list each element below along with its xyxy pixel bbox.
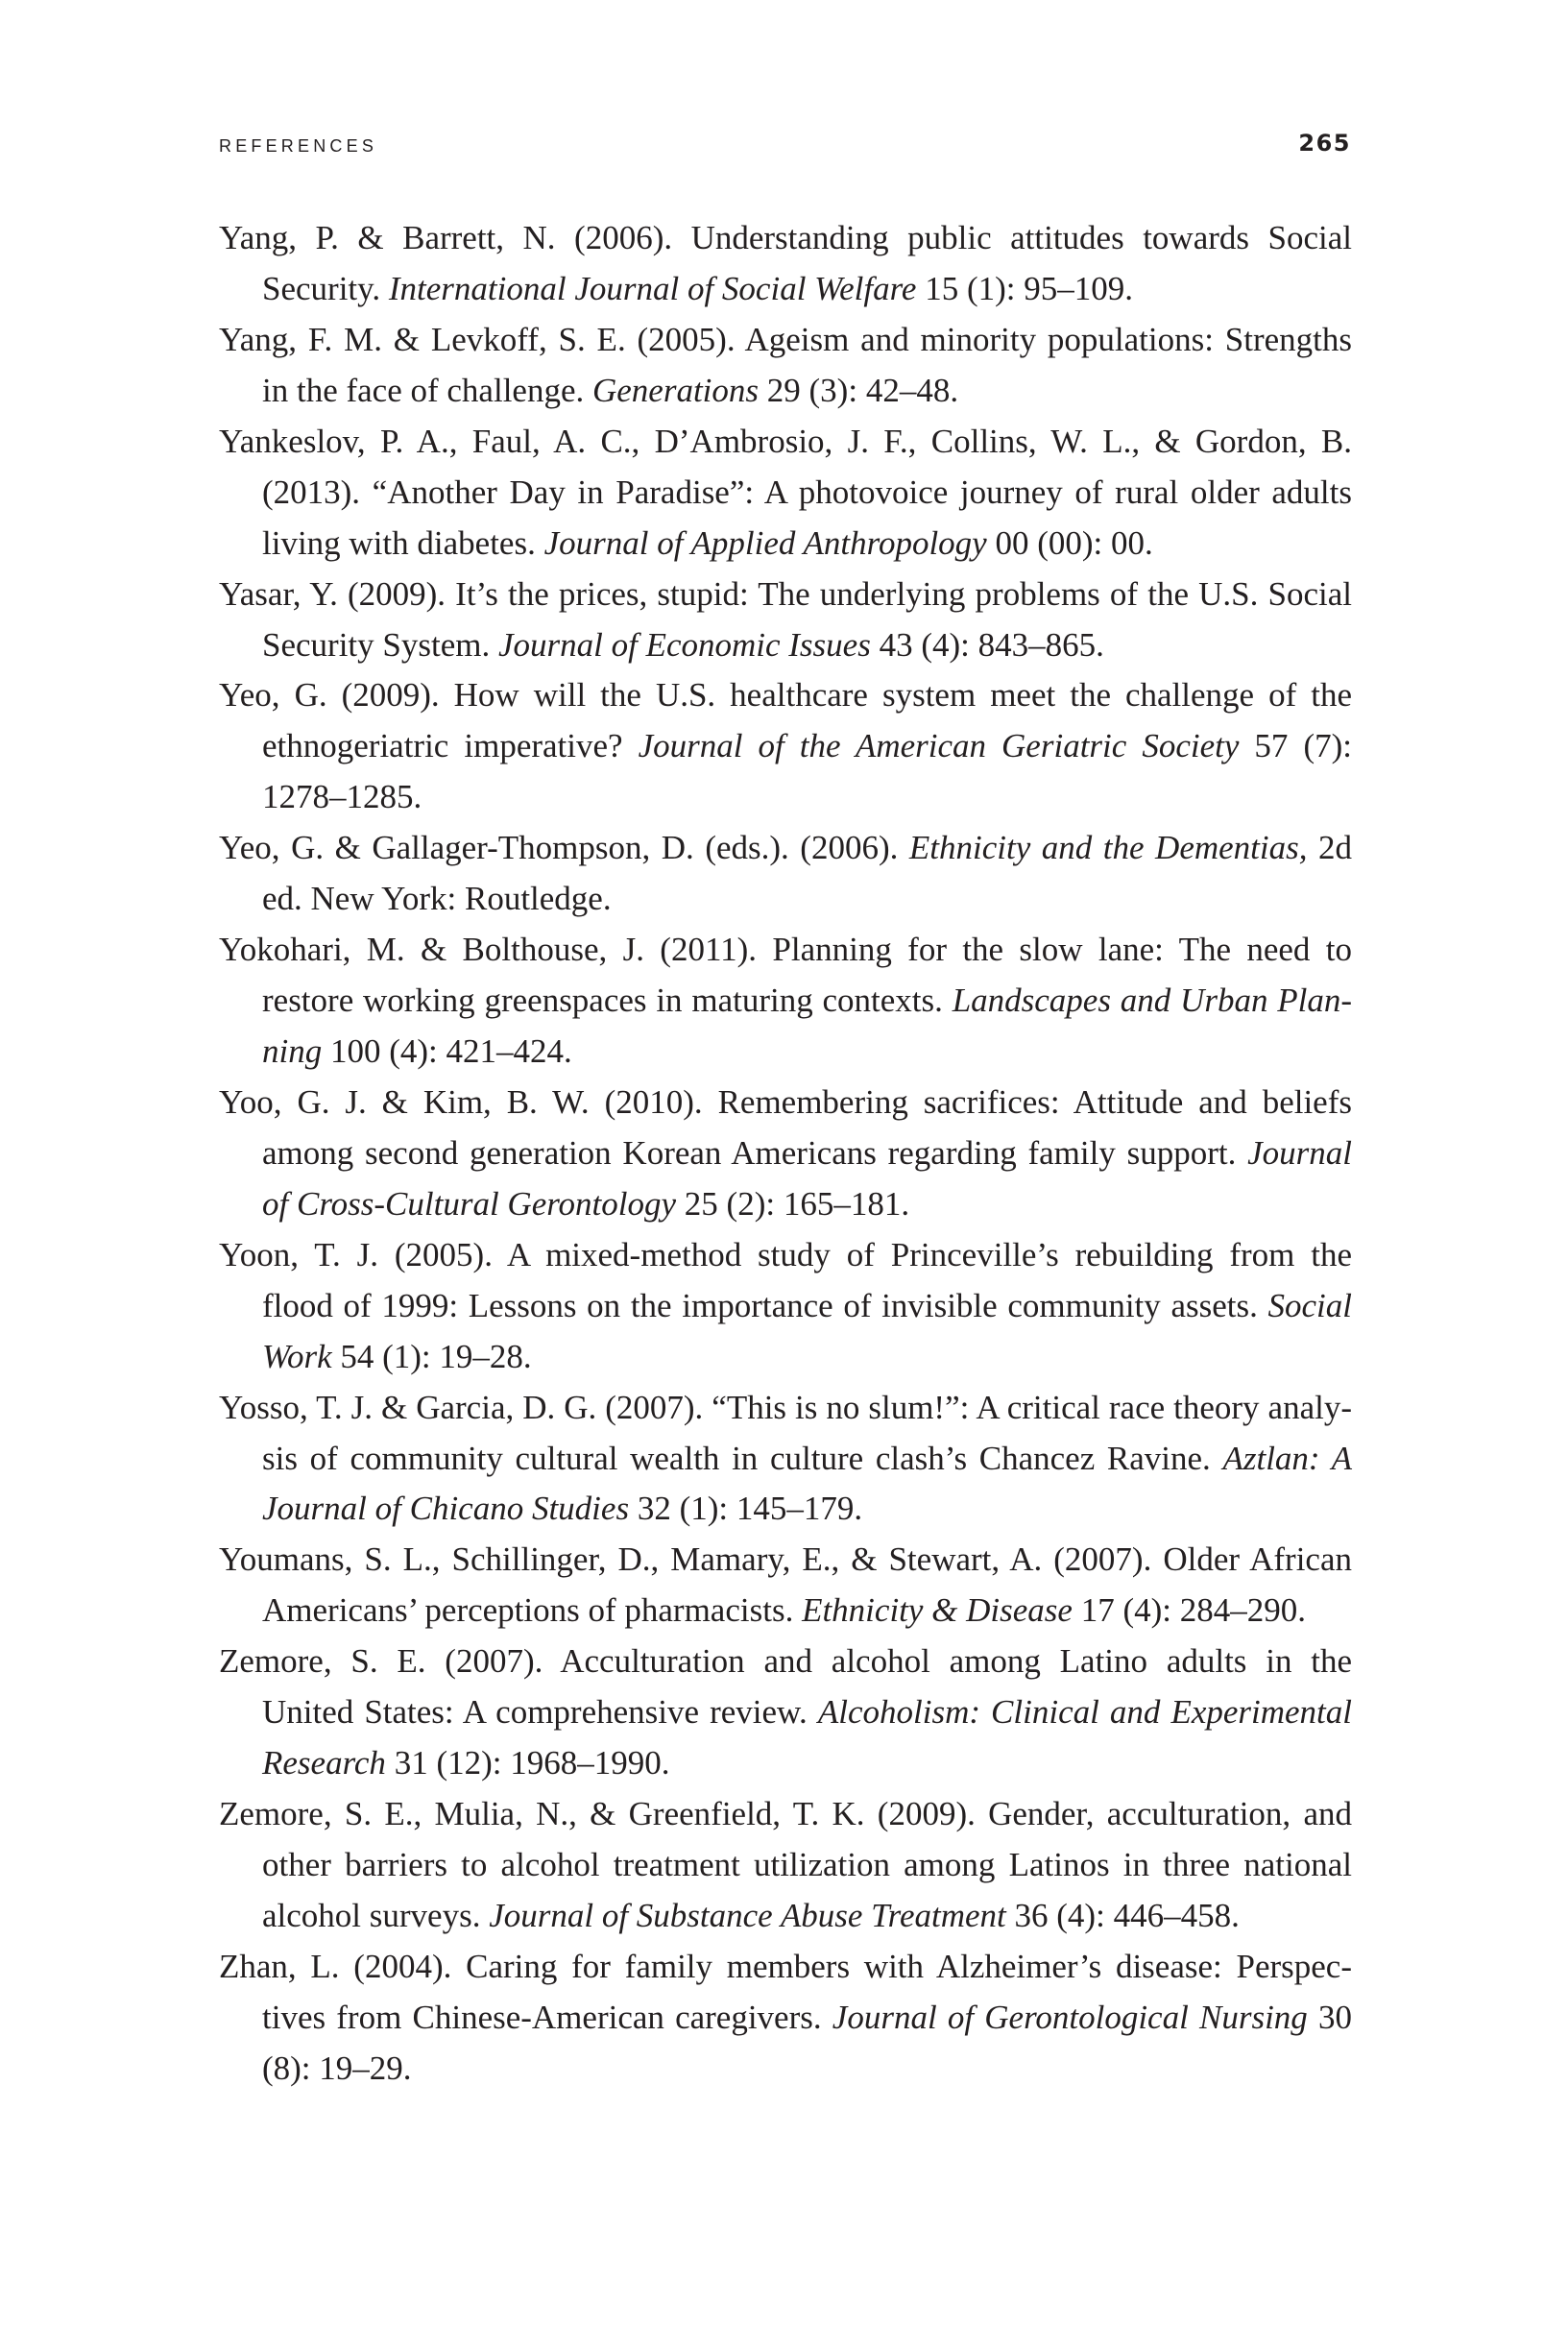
journal-title: Ethnicity & Disease: [802, 1591, 1073, 1630]
reference-text: other barriers to alcohol treatment utilization among Latinos in three national: [262, 1846, 1352, 1883]
reference-text: alcohol surveys.: [262, 1896, 490, 1934]
reference-line: [219, 772, 1352, 823]
reference-line: [219, 570, 1352, 620]
journal-title: ning: [262, 1032, 323, 1070]
reference-text: Security.: [262, 269, 389, 307]
reference-text: among second generation Korean Americans regarding family support.: [262, 1133, 1248, 1172]
reference-text: 43 (4): 843–865.: [870, 625, 1104, 664]
reference-line: [219, 519, 1352, 570]
reference-text: 29 (3): 42–48.: [759, 371, 959, 409]
journal-title: Journal of Substance Abuse Treatment: [489, 1896, 1006, 1934]
journal-title: Journal: [1247, 1133, 1352, 1172]
reference-entry: [219, 823, 1352, 925]
journal-title: Alcoholism: Clinical and Experimental: [817, 1693, 1352, 1732]
reference-text: Yoo, G. J. & Kim, B. W. (2010). Remembering sacrifices: Attitude and beliefs: [219, 1082, 1352, 1121]
reference-line: [219, 620, 1352, 671]
reference-text: 36 (4): 446–458.: [1005, 1896, 1240, 1934]
reference-text: 25 (2): 165–181.: [676, 1184, 910, 1223]
reference-text: Yoon, T. J. (2005). A mixed-method study of Princeville’s rebuilding from the: [219, 1235, 1352, 1273]
reference-line: [219, 721, 1352, 772]
reference-line: [219, 2044, 1352, 2095]
reference-text: 100 (4): 421–424.: [322, 1032, 572, 1070]
reference-text: 00 (00): 00.: [986, 523, 1153, 562]
journal-title: Aztlan: A: [1222, 1439, 1352, 1477]
reference-text: flood of 1999: Lessons on the importance of invisible community assets.: [262, 1286, 1268, 1324]
journal-title: Journal of Gerontological Nursing: [832, 1998, 1308, 2036]
reference-line: [219, 1128, 1352, 1179]
reference-text: Americans’ perceptions of pharmacists.: [262, 1591, 803, 1630]
reference-line: [219, 1738, 1352, 1789]
journal-title: of Cross-Cultural Gerontology: [262, 1184, 677, 1223]
reference-line: [219, 1535, 1352, 1586]
journal-title: Work: [262, 1337, 332, 1375]
reference-line: [219, 925, 1352, 976]
reference-text: 30: [1307, 1998, 1352, 2036]
reference-text: Zemore, S. E., Mulia, N., & Greenfield, T. K. (2009). Gender, acculturation, and: [219, 1795, 1352, 1833]
reference-line: [219, 1078, 1352, 1128]
reference-text: ed. New York: Routledge.: [262, 880, 612, 918]
reference-line: [219, 1230, 1352, 1281]
reference-line: [219, 1993, 1352, 2044]
journal-title: International Journal of Social Welfare: [388, 269, 917, 307]
journal-title: Social: [1267, 1286, 1352, 1324]
reference-line: [219, 976, 1352, 1027]
reference-text: Zhan, L. (2004). Caring for family members with Alzheimer’s disease: Perspec-: [219, 1947, 1352, 1985]
reference-line: [219, 1942, 1352, 1993]
reference-line: [219, 670, 1352, 721]
reference-text: living with diabetes.: [262, 523, 544, 562]
reference-entry: [219, 1383, 1352, 1536]
reference-text: Security System.: [262, 625, 498, 664]
reference-line: [219, 823, 1352, 874]
journal-title: Landscapes and Urban Plan-: [952, 982, 1352, 1020]
reference-line: [219, 1179, 1352, 1230]
running-head: REFERENCES: [219, 136, 378, 156]
reference-text: 15 (1): 95–109.: [916, 269, 1133, 307]
reference-text: Yeo, G. & Gallager-Thompson, D. (eds.). (2006).: [219, 829, 909, 867]
reference-text: 2d: [1307, 829, 1352, 867]
reference-text: restore working greenspaces in maturing contexts.: [262, 982, 953, 1020]
reference-text: 1278–1285.: [262, 778, 422, 816]
reference-line: [219, 1687, 1352, 1738]
reference-text: 17 (4): 284–290.: [1072, 1591, 1307, 1630]
reference-entry: [219, 925, 1352, 1078]
reference-text: Zemore, S. E. (2007). Acculturation and alcohol among Latino adults in the: [219, 1642, 1352, 1681]
reference-entry: [219, 417, 1352, 570]
reference-line: [219, 1637, 1352, 1687]
reference-text: Yang, P. & Barrett, N. (2006). Understanding public attitudes towards Social: [219, 219, 1352, 256]
reference-text: Yokohari, M. & Bolthouse, J. (2011). Planning for the slow lane: The need to: [219, 931, 1352, 969]
reference-text: in the face of challenge.: [262, 371, 592, 409]
reference-line: [219, 1281, 1352, 1332]
reference-text: Yankeslov, P. A., Faul, A. C., D’Ambrosio, J. F., Collins, W. L., & Gordon, B.: [219, 422, 1352, 460]
reference-entry: [219, 213, 1352, 315]
reference-text: Yeo, G. (2009). How will the U.S. healthcare system meet the challenge of the: [219, 676, 1352, 715]
reference-line: [219, 1840, 1352, 1891]
reference-text: Yang, F. M. & Levkoff, S. E. (2005). Ageism and minority populations: Strengths: [219, 320, 1352, 358]
reference-line: [219, 1891, 1352, 1942]
reference-text: (2013). “Another Day in Paradise”: A photovoice journey of rural older adults: [262, 473, 1352, 511]
reference-text: 31 (12): 1968–1990.: [385, 1744, 670, 1782]
reference-entry: [219, 1789, 1352, 1942]
reference-text: 54 (1): 19–28.: [331, 1337, 532, 1375]
journal-title: Journal of Economic Issues: [497, 625, 871, 664]
reference-text: sis of community cultural wealth in culture clash’s Chancez Ravine.: [262, 1439, 1223, 1477]
reference-line: [219, 874, 1352, 925]
reference-list: [219, 213, 1352, 2095]
reference-line: [219, 1027, 1352, 1078]
reference-line: [219, 417, 1352, 468]
reference-line: [219, 315, 1352, 366]
reference-entry: [219, 1078, 1352, 1230]
journal-title: Journal of Chicano Studies: [262, 1490, 630, 1528]
reference-text: United States: A comprehensive review.: [262, 1693, 818, 1732]
reference-line: [219, 1434, 1352, 1485]
reference-entry: [219, 1637, 1352, 1789]
reference-entry: [219, 1942, 1352, 2095]
journal-title: Research: [262, 1744, 386, 1782]
journal-title: Ethnicity and the Dementias,: [908, 829, 1308, 867]
reference-entry: [219, 1535, 1352, 1637]
reference-line: [219, 1332, 1352, 1383]
journal-title: Journal of the American Geriatric Society: [638, 727, 1240, 765]
reference-line: [219, 213, 1352, 264]
reference-line: [219, 468, 1352, 519]
reference-line: [219, 264, 1352, 315]
reference-entry: [219, 315, 1352, 417]
reference-text: Yosso, T. J. & Garcia, D. G. (2007). “This is no slum!”: A critical race theory analy-: [219, 1388, 1352, 1426]
reference-text: ethnogeriatric imperative?: [262, 727, 639, 765]
reference-line: [219, 1789, 1352, 1840]
reference-text: tives from Chinese-American caregivers.: [262, 1998, 832, 2036]
journal-title: Journal of Applied Anthropology: [543, 523, 987, 562]
reference-text: Youmans, S. L., Schillinger, D., Mamary, E., & Stewart, A. (2007). Older African: [219, 1540, 1352, 1579]
reference-line: [219, 1484, 1352, 1535]
reference-entry: [219, 570, 1352, 671]
reference-line: [219, 1586, 1352, 1637]
reference-line: [219, 366, 1352, 417]
reference-entry: [219, 670, 1352, 823]
reference-entry: [219, 1230, 1352, 1383]
reference-text: (8): 19–29.: [262, 2049, 412, 2087]
page-number: 265: [1298, 130, 1351, 157]
reference-text: 57 (7):: [1239, 727, 1352, 765]
journal-title: Generations: [591, 371, 760, 409]
reference-line: [219, 1383, 1352, 1434]
reference-text: Yasar, Y. (2009). It’s the prices, stupid: The underlying problems of the U.S. Social: [219, 574, 1352, 613]
reference-text: 32 (1): 145–179.: [629, 1490, 863, 1528]
